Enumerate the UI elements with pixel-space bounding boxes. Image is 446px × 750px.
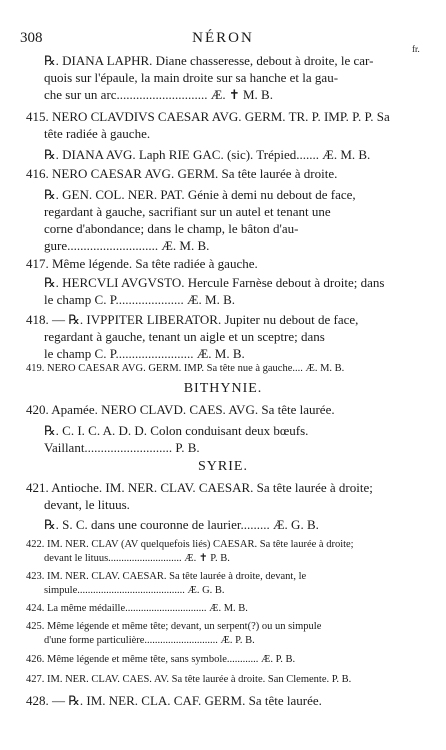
entry-420 [26,401,394,418]
entry-line: regardant à gauche, sacrifiant sur un autel et tenant une [44,204,331,219]
page-number: 308 [20,30,43,46]
entry-line: le champ C. P..................... Æ. M. B. [44,292,236,307]
entry-line: d'une forme particulière............................ Æ. P. B. [44,635,255,646]
entry-line: 424. La même médaille............................... Æ. M. B. [26,603,248,614]
margin-note: fr. [412,44,420,54]
section-heading-syrie: SYRIE. [198,459,248,474]
entry-415-reverse [44,146,394,163]
entry-line: 425. Même légende et même tête; devant, un serpent(?) ou un simpule [26,621,322,632]
entry-420-reverse [44,422,394,456]
entry-line: 428. — ℞. IM. NER. CLA. CAF. GERM. Sa tête laurée. [26,693,322,708]
entry-line: 416. NERO CAESAR AVG. GERM. Sa tête laurée à droite. [26,166,338,181]
entry-line: 415. NERO CLAVDIVS CAESAR AVG. GERM. TR. P. IMP. P. P. Sa [26,109,390,124]
entry-line: 417. Même légende. Sa tête radiée à gauche. [26,256,258,271]
entry-line: 418. — ℞. IVPPITER LIBERATOR. Jupiter nu debout de face, [26,312,359,327]
entry-line: tête radiée à gauche. [44,126,151,141]
entry-417-reverse [44,274,394,308]
entry-line: ℞. DIANA AVG. Laph RIE GAC. (sic). Trépied....... Æ. M. B. [44,147,371,162]
entry-419 [26,362,394,376]
entry-423 [26,570,394,598]
entry-422 [26,538,394,566]
entry-415 [26,108,394,142]
entry-line: 427. IM. NER. CLAV. CAES. AV. Sa tête laurée à droite. San Clemente. P. B. [26,674,352,685]
entry-line: che sur un arc............................ Æ. ✝ M. B. [44,87,273,102]
entry-421-reverse [44,516,394,533]
entry-line: ℞. C. I. C. A. D. D. Colon conduisant deux bœufs. [44,423,309,438]
entry-line: ℞. HERCVLI AVGVSTO. Hercule Farnèse debout à droite; dans [44,275,385,290]
entry-line: 422. IM. NER. CLAV (AV quelquefois liés) CAESAR. Sa tête laurée à droite; [26,539,354,550]
entry-line: ℞. DIANA LAPHR. Diane chasseresse, debout à droite, le car- [44,53,374,68]
entry-414-reverse [44,52,394,103]
entry-line: gure............................ Æ. M. B. [44,238,210,253]
entry-line: le champ C. P........................ Æ. M. B. [44,346,245,361]
entry-416-reverse [44,186,394,254]
entry-line: 421. Antioche. IM. NER. CLAV. CAESAR. Sa tête laurée à droite; [26,480,373,495]
entry-421 [26,479,394,513]
entry-line: ℞. GEN. COL. NER. PAT. Génie à demi nu debout de face, [44,187,356,202]
running-head: NÉRON [192,30,254,46]
entry-line: devant, le lituus. [44,497,130,512]
entry-line: devant le lituus............................ Æ. ✝ P. B. [44,553,230,564]
entry-line: regardant à gauche, tenant un aigle et un sceptre; dans [44,329,325,344]
entry-417 [26,255,394,272]
entry-line: Vaillant........................... P. B. [44,440,200,455]
entry-428 [26,692,394,709]
entry-426 [26,653,394,667]
entry-416 [26,165,394,182]
entry-418 [26,311,394,362]
entry-line: quois sur l'épaule, la main droite sur sa hanche et la gau- [44,70,339,85]
entry-line: 420. Apamée. NERO CLAVD. CAES. AVG. Sa tête laurée. [26,402,335,417]
section-heading-bithynie: BITHYNIE. [183,381,263,396]
entry-424 [26,602,394,616]
entry-427 [26,673,394,687]
entry-line: 423. IM. NER. CLAV. CAESAR. Sa tête laurée à droite, devant, le [26,571,307,582]
entry-line: ℞. S. C. dans une couronne de laurier......... Æ. G. B. [44,517,319,532]
entry-line: 426. Même légende et même tête, sans symbole............ Æ. P. B. [26,654,296,665]
entry-line: simpule......................................... Æ. G. B. [44,585,225,596]
entry-line: corne d'abondance; dans le champ, le bâton d'au- [44,221,299,236]
entry-line: 419. NERO CAESAR AVG. GERM. IMP. Sa tête nue à gauche.... Æ. M. B. [26,363,345,374]
entry-425 [26,620,394,648]
